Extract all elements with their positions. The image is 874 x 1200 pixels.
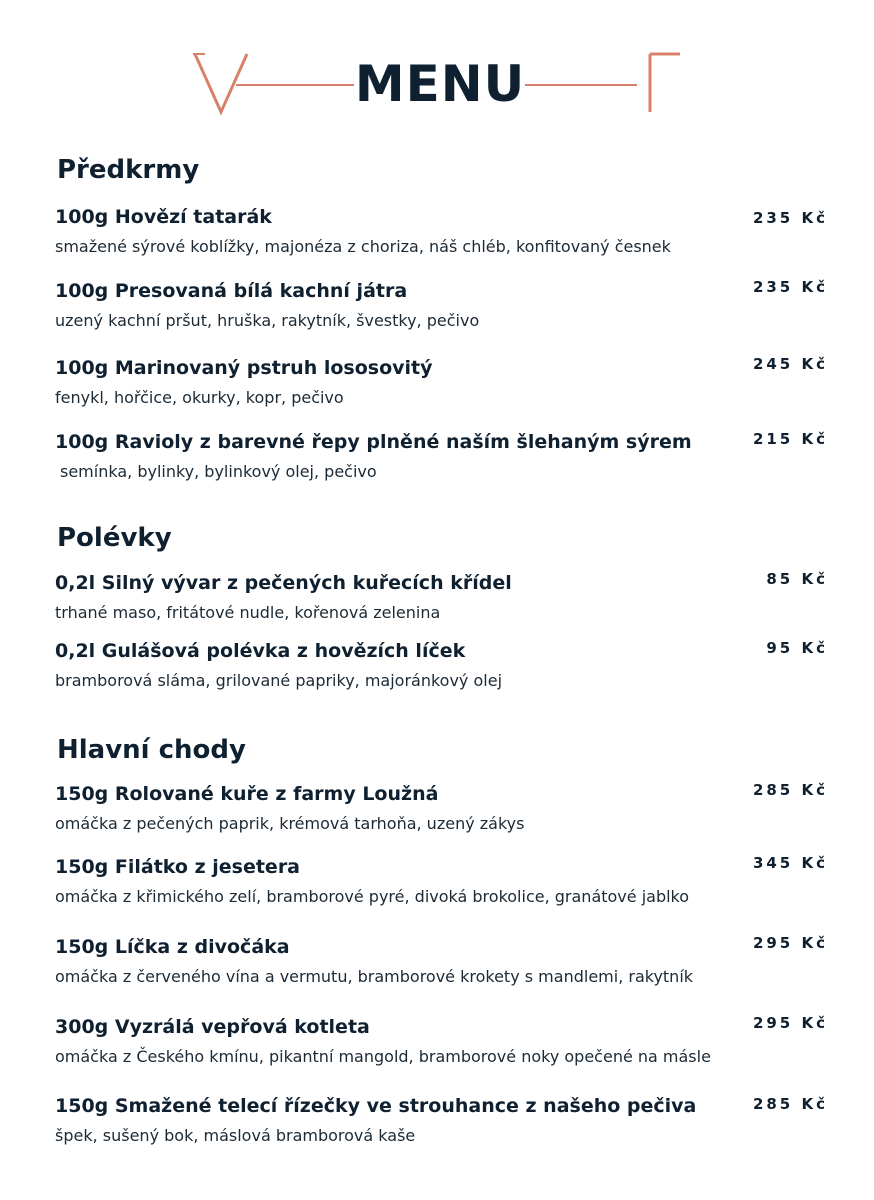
item-price: 285 Kč [752, 781, 828, 799]
item-description: semínka, bylinky, bylinkový olej, pečivo [60, 462, 377, 481]
menu-header [0, 0, 874, 130]
logo-letter-f-icon [620, 48, 680, 118]
item-price: 235 Kč [752, 209, 828, 227]
item-name: 0,2l Silný vývar z pečených kuřecích křídel [55, 572, 512, 594]
section-title-predkrmy: Předkrmy [57, 155, 200, 185]
item-price: 345 Kč [752, 854, 828, 872]
section-title-hlavni-chody: Hlavní chody [57, 735, 246, 765]
section-title-polevky: Polévky [57, 523, 172, 553]
item-description: bramborová sláma, grilované papriky, majoránkový olej [55, 671, 503, 690]
item-price: 295 Kč [752, 934, 828, 952]
item-name: 100g Presovaná bílá kachní játra [55, 280, 408, 302]
item-price: 245 Kč [752, 355, 828, 373]
item-price: 295 Kč [752, 1014, 828, 1032]
item-name: 150g Smažené telecí řízečky ve strouhance z našeho pečiva [55, 1095, 697, 1117]
item-price: 285 Kč [752, 1095, 828, 1113]
item-description: omáčka z křimického zelí, bramborové pyré, divoká brokolice, granátové jablko [55, 887, 690, 906]
item-name: 100g Hovězí tatarák [55, 206, 272, 228]
item-name: 0,2l Gulášová polévka z hovězích líček [55, 640, 466, 662]
item-description: omáčka z pečených paprik, krémová tarhoňa, uzený zákys [55, 814, 525, 833]
menu-title: MENU [354, 55, 526, 113]
item-name: 300g Vyzrálá vepřová kotleta [55, 1016, 370, 1038]
item-name: 100g Marinovaný pstruh lososovitý [55, 357, 433, 379]
item-description: uzený kachní pršut, hruška, rakytník, švestky, pečivo [55, 311, 480, 330]
item-description: fenykl, hořčice, okurky, kopr, pečivo [55, 388, 344, 407]
logo-letter-v-icon [193, 48, 253, 118]
item-price: 235 Kč [752, 278, 828, 296]
item-name: 150g Filátko z jesetera [55, 856, 301, 878]
item-name: 100g Ravioly z barevné řepy plněné naším šlehaným sýrem [55, 431, 692, 453]
item-description: smažené sýrové koblížky, majonéza z choriza, náš chléb, konfitovaný česnek [55, 237, 671, 256]
item-description: omáčka z Českého kmínu, pikantní mangold, bramborové noky opečené na másle [55, 1047, 711, 1066]
header-rule-left [236, 84, 354, 86]
item-description: trhané maso, fritátové nudle, kořenová zelenina [55, 603, 441, 622]
item-description: omáčka z červeného vína a vermutu, bramborové krokety s mandlemi, rakytník [55, 967, 694, 986]
item-name: 150g Líčka z divočáka [55, 936, 290, 958]
item-price: 215 Kč [752, 430, 828, 448]
item-name: 150g Rolované kuře z farmy Loužná [55, 783, 439, 805]
item-price: 85 Kč [766, 570, 828, 588]
item-description: špek, sušený bok, máslová bramborová kaše [55, 1126, 416, 1145]
item-price: 95 Kč [766, 639, 828, 657]
